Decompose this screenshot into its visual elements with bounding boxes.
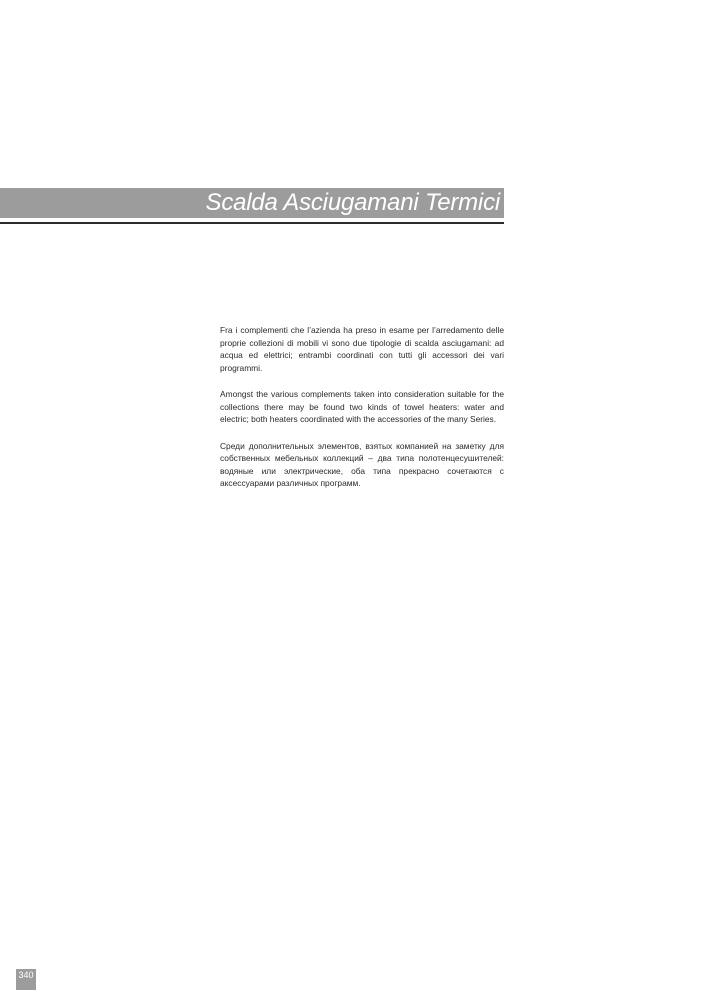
title-band [0, 188, 504, 218]
paragraph-russian: Среди дополнительных элементов, взятых компанией на заметку для собственных мебельных коллекций – два типа полотенцесушителей: водяные или электрические, оба типа прекрасно сочетаются с аксессуарами различных программ. [220, 440, 504, 488]
paragraph-italian: Fra i complementi che l’azienda ha preso in esame per l’arredamento delle proprie collezioni di mobili vi sono due tipologie di scalda asciugamani: ad acqua ed elettrici; entrambi coordinati con tutti gli accessori dei vari programmi. [220, 325, 504, 373]
body-text-column [220, 324, 504, 504]
page-number: 340 [16, 969, 36, 990]
paragraph-english: Amongst the various complements taken into consideration suitable for the collections there may be found two kinds of towel heaters: water and electric; both heaters coordinated with the accessories of the many Series. [220, 389, 504, 424]
page-title: Scalda Asciugamani Termici [205, 189, 500, 216]
title-underline [0, 222, 504, 224]
